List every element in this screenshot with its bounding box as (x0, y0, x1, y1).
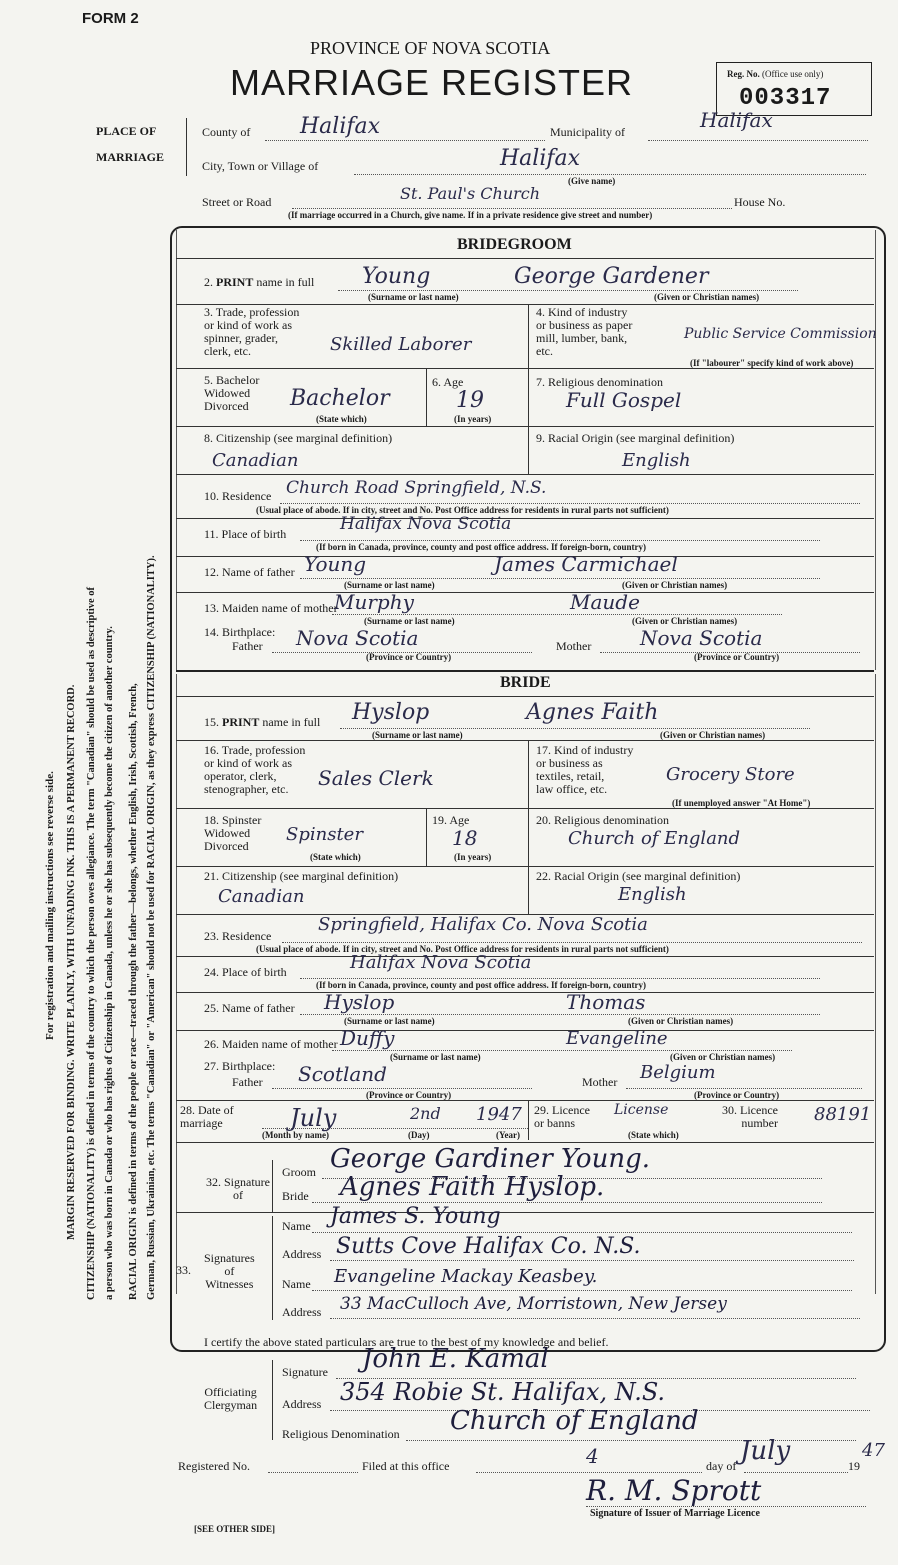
city-line (354, 174, 866, 175)
rule (528, 1100, 529, 1140)
municipality-line (648, 140, 868, 141)
in-years-note: (In years) (454, 852, 492, 862)
filed-day-line (476, 1472, 702, 1473)
rule (176, 740, 874, 741)
registered-no-label: Registered No. (178, 1459, 250, 1473)
groom-mother-label: 13. Maiden name of mother (204, 601, 338, 615)
state-which-note: (State which) (628, 1130, 679, 1140)
bride-father-given: Thomas (566, 990, 646, 1014)
year-note: (Year) (496, 1130, 520, 1140)
bride-name-label: 15. PRINT name in full (204, 715, 321, 729)
bride-birthplace-value: Halifax Nova Scotia (350, 952, 532, 973)
bride-father-bp-line (272, 1088, 532, 1089)
surname-note: (Surname or last name) (390, 1052, 481, 1062)
bride-mother-label: 26. Maiden name of mother (204, 1037, 338, 1051)
clergy-brace (272, 1360, 273, 1440)
see-other-side: [SEE OTHER SIDE] (194, 1524, 276, 1534)
licence-number-label: 30. Licence number (722, 1103, 778, 1130)
groom-birthplace-parents-label: 14. Birthplace: (204, 625, 276, 639)
month-note: (Month by name) (262, 1130, 329, 1140)
filed-day: 4 (586, 1444, 599, 1468)
groom-birthplace-line (300, 540, 820, 541)
bride-status-label: 18. Spinster Widowed Divorced (204, 813, 262, 853)
groom-industry-note: (If "labourer" specify kind of work above) (690, 358, 854, 368)
registered-no-line (268, 1472, 358, 1473)
w1-address-line (330, 1260, 854, 1261)
rule (176, 426, 874, 427)
bride-trade-label: 16. Trade, profession or kind of work as operator, clerk, stenographer, etc. (204, 743, 306, 796)
groom-name-line (338, 290, 798, 291)
rule (176, 992, 874, 993)
bride-mother-bp-line (626, 1088, 862, 1089)
w2-address-line (330, 1318, 860, 1319)
rule (176, 1142, 874, 1143)
bride-father-line (300, 1014, 820, 1015)
province-note: (Province or Country) (366, 1090, 452, 1100)
bride-mother-bp-label: Mother (582, 1075, 618, 1089)
street-note: (If marriage occurred in a Church, give name. If in a private residence give street and number) (288, 210, 653, 220)
municipality-value: Halifax (700, 108, 773, 132)
bride-mother-surname: Duffy (340, 1026, 395, 1050)
certify-text: I certify the above stated particulars are true to the best of my knowledge and belief. (204, 1335, 609, 1349)
filed-month-line (744, 1472, 848, 1473)
page-title: MARRIAGE REGISTER (230, 62, 634, 103)
rule (176, 696, 874, 697)
bride-citizenship-label: 21. Citizenship (see marginal definition) (204, 869, 399, 883)
clergy-address-label: Address (282, 1397, 322, 1411)
house-no-label: House No. (734, 195, 786, 209)
rule (528, 866, 529, 914)
province-heading: PROVINCE OF NOVA SCOTIA (310, 38, 551, 58)
marriage-month: July (290, 1104, 337, 1132)
groom-mother-line (332, 614, 782, 615)
groom-residence-line (280, 503, 860, 504)
filed-month: July (740, 1436, 791, 1466)
in-years-note: (In years) (454, 414, 492, 424)
groom-residence-label: 10. Residence (204, 489, 272, 503)
given-note: (Given or Christian names) (632, 616, 738, 626)
groom-father-given: James Carmichael (494, 552, 678, 576)
residence-note: (Usual place of abode. If in city, street and No. Post Office address for residents in rural parts not sufficient) (256, 505, 669, 515)
groom-industry-value: Public Service Commission (684, 326, 877, 342)
given-note: (Given or Christian names) (654, 292, 760, 302)
groom-racial-value: English (622, 450, 691, 471)
bride-heading: BRIDE (500, 674, 551, 691)
filed-label: Filed at this office (362, 1459, 450, 1473)
year-printed: 19 (848, 1459, 860, 1473)
licence-number-value: 88191 (814, 1104, 872, 1125)
groom-father-surname: Young (304, 552, 367, 576)
bride-mother-given: Evangeline (566, 1028, 668, 1049)
issuer-line (586, 1506, 866, 1507)
municipality-label: Municipality of (550, 125, 625, 139)
bride-age-label: 19. Age (432, 813, 470, 827)
bride-surname: Hyslop (352, 700, 430, 725)
street-line (292, 208, 732, 209)
w1-name-label: Name (282, 1219, 311, 1233)
bride-religion-value: Church of England (568, 828, 741, 849)
form-id: FORM 2 (82, 10, 139, 27)
year-handwritten: 47 (862, 1440, 885, 1461)
groom-father-bp-label: Father (232, 639, 263, 653)
street-value: St. Paul's Church (400, 184, 541, 203)
clergy-signature: John E. Kamal (362, 1344, 549, 1374)
groom-mother-bp-value: Nova Scotia (640, 626, 763, 650)
w2-address-label: Address (282, 1305, 322, 1319)
given-note: (Given or Christian names) (628, 1016, 734, 1026)
province-note: (Province or Country) (366, 652, 452, 662)
margin-racial-1: RACIAL ORIGIN is defined in terms of the people or race—traced through the father—belongs, whether English, Irish, Scottish, French, (128, 683, 139, 1300)
county-label: County of (202, 125, 251, 139)
groom-name-label: 2. PRINT name in full (204, 275, 315, 289)
day-note: (Day) (408, 1130, 430, 1140)
given-note: (Given or Christian names) (622, 580, 728, 590)
bride-industry-note: (If unemployed answer "At Home") (672, 798, 811, 808)
groom-given: George Gardener (514, 264, 709, 289)
groom-surname: Young (362, 264, 431, 289)
margin-instructions: For registration and mailing instructions see reverse side. (44, 771, 56, 1040)
bride-given: Agnes Faith (526, 700, 659, 725)
margin-racial-2: German, Russian, Ukrainian, etc. The terms "Canadian" or "American" should not be used for RACIAL ORIGIN, as they express CITIZENSHIP (NATIONALITY). (146, 555, 157, 1300)
officiating-clergyman-label: Officiating Clergyman (204, 1385, 258, 1412)
residence-note: (Usual place of abode. If in city, street and No. Post Office address for residents in rural parts not sufficient) (256, 944, 669, 954)
signature-of-label: 32. Signature of (206, 1175, 270, 1202)
bride-racial-label: 22. Racial Origin (see marginal definition) (536, 869, 741, 883)
place-brace (186, 118, 187, 176)
groom-status-label: 5. Bachelor Widowed Divorced (204, 373, 260, 413)
reg-no-value: 003317 (739, 85, 832, 112)
bride-signature: Agnes Faith Hyslop. (340, 1172, 605, 1202)
groom-residence-value: Church Road Springfield, N.S. (286, 478, 547, 498)
rule (528, 740, 529, 808)
state-which-note: (State which) (316, 414, 367, 424)
province-note: (Province or Country) (694, 1090, 780, 1100)
birthplace-note: (If born in Canada, province, county and post office address. If foreign-born, country) (316, 980, 647, 990)
bride-industry-label: 17. Kind of industry or business as textiles, retail, law office, etc. (536, 743, 634, 796)
rule (528, 304, 529, 368)
bride-mother-line (332, 1050, 792, 1051)
bride-status-value: Spinster (286, 824, 363, 845)
groom-mother-surname: Murphy (334, 590, 414, 614)
given-note: (Given or Christian names) (670, 1052, 776, 1062)
w2-name: Evangeline Mackay Keasbey. (334, 1266, 598, 1287)
rule (528, 368, 529, 426)
rule (176, 1212, 874, 1213)
rule (176, 518, 874, 519)
groom-sig-label: Groom (282, 1165, 316, 1179)
bridegroom-heading: BRIDEGROOM (457, 236, 572, 253)
rule (176, 368, 874, 369)
bride-father-surname: Hyslop (324, 990, 395, 1014)
groom-religion-label: 7. Religious denomination (536, 375, 663, 389)
bride-father-label: 25. Name of father (204, 1001, 295, 1015)
surname-note: (Surname or last name) (368, 292, 459, 302)
bride-religion-label: 20. Religious denomination (536, 813, 669, 827)
w1-address: Sutts Cove Halifax Co. N.S. (336, 1234, 641, 1259)
bride-father-bp-value: Scotland (298, 1062, 387, 1086)
bride-father-bp-label: Father (232, 1075, 263, 1089)
rule (176, 592, 874, 593)
rule (528, 808, 529, 866)
groom-birthplace-value: Halifax Nova Scotia (340, 514, 512, 534)
county-line (265, 140, 545, 141)
clergy-denom-label: Religious Denomination (282, 1427, 400, 1441)
city-label: City, Town or Village of (202, 159, 319, 173)
groom-citizenship-label: 8. Citizenship (see marginal definition) (204, 431, 393, 445)
witness-brace (272, 1216, 273, 1320)
state-which-note: (State which) (310, 852, 361, 862)
bride-citizenship-value: Canadian (218, 886, 305, 907)
groom-trade-label: 3. Trade, profession or kind of work as spinner, grader, clerk, etc. (204, 305, 300, 358)
marriage-label: MARRIAGE (96, 150, 164, 164)
groom-status-value: Bachelor (290, 386, 390, 411)
groom-father-label: 12. Name of father (204, 565, 295, 579)
licence-banns-value: License (614, 1102, 669, 1118)
rule (176, 866, 874, 867)
reg-no-label: Reg. No. (Office use only) (727, 69, 824, 79)
groom-signature: George Gardiner Young. (330, 1144, 650, 1174)
groom-religion-value: Full Gospel (566, 388, 682, 412)
margin-citizenship-1: CITIZENSHIP (NATIONALITY) is defined in terms of the country to which the person owes allegiance. The term "Canadian" should be used as descriptive of (86, 586, 97, 1300)
issuer-signature: R. M. Sprott (586, 1474, 762, 1507)
witnesses-number: 33. (176, 1263, 191, 1277)
bride-age-value: 18 (452, 826, 478, 850)
groom-father-bp-value: Nova Scotia (296, 626, 419, 650)
groom-mother-given: Maude (570, 590, 640, 614)
rule (176, 1030, 874, 1031)
rule (176, 1100, 874, 1101)
bride-birthplace-label: 24. Place of birth (204, 965, 287, 979)
groom-citizenship-value: Canadian (212, 450, 299, 471)
w1-name-line (312, 1232, 852, 1233)
groom-age-value: 19 (456, 388, 484, 413)
bride-residence-line (282, 942, 862, 943)
day-of-label: day of (706, 1459, 737, 1473)
margin-citizenship-2: a person who was born in Canada or who has rights of Citizenship in Canada, unless he or she has subsequently become the citizen of another country. (104, 626, 115, 1300)
licence-banns-label: 29. Licence or banns (534, 1103, 590, 1130)
marriage-year: 1947 (476, 1104, 522, 1125)
rule (176, 258, 874, 259)
give-name-note: (Give name) (568, 176, 616, 186)
rule (426, 368, 427, 426)
place-of-label: PLACE OF (96, 124, 157, 138)
county-value: Halifax (300, 114, 381, 139)
margin-binding-note: MARGIN RESERVED FOR BINDING. WRITE PLAINLY, WITH UNFADING INK. THIS IS A PERMANENT RECORD. (66, 684, 77, 1240)
birthplace-note: (If born in Canada, province, county and post office address. If foreign-born, country) (316, 542, 647, 552)
surname-note: (Surname or last name) (372, 730, 463, 740)
bride-residence-value: Springfield, Halifax Co. Nova Scotia (318, 914, 648, 935)
clergy-sig-label: Signature (282, 1365, 328, 1379)
rule (426, 808, 427, 866)
bride-residence-label: 23. Residence (204, 929, 272, 943)
given-note: (Given or Christian names) (660, 730, 766, 740)
groom-racial-label: 9. Racial Origin (see marginal definition) (536, 431, 735, 445)
w2-name-line (312, 1290, 852, 1291)
groom-age-label: 6. Age (432, 375, 464, 389)
bride-sig-line (312, 1202, 822, 1203)
marriage-day: 2nd (410, 1104, 441, 1123)
surname-note: (Surname or last name) (344, 580, 435, 590)
rule (176, 808, 874, 809)
clergy-denomination: Church of England (450, 1406, 699, 1436)
bride-name-line (340, 728, 810, 729)
bride-birthplace-line (300, 978, 820, 979)
rule (528, 426, 529, 474)
w2-name-label: Name (282, 1277, 311, 1291)
street-label: Street or Road (202, 195, 272, 209)
w2-address: 33 MacCulloch Ave, Morristown, New Jersey (340, 1294, 727, 1314)
bride-industry-value: Grocery Store (666, 764, 795, 785)
bride-sig-label: Bride (282, 1189, 309, 1203)
issuer-label: Signature of Issuer of Marriage Licence (590, 1508, 760, 1519)
groom-birthplace-label: 11. Place of birth (204, 527, 287, 541)
groom-trade-value: Skilled Laborer (330, 334, 472, 355)
bride-birthplace-parents-label: 27. Birthplace: (204, 1059, 276, 1073)
groom-industry-label: 4. Kind of industry or business as paper mill, lumber, bank, etc. (536, 305, 633, 358)
bride-racial-value: English (618, 884, 687, 905)
province-note: (Province or Country) (694, 652, 780, 662)
witnesses-label: Signatures of Witnesses (204, 1251, 255, 1291)
rule (176, 474, 874, 475)
w1-address-label: Address (282, 1247, 322, 1261)
w1-name: James S. Young (330, 1204, 501, 1229)
city-value: Halifax (500, 146, 581, 171)
groom-father-line (300, 578, 820, 579)
surname-note: (Surname or last name) (364, 616, 455, 626)
bride-trade-value: Sales Clerk (318, 766, 434, 790)
surname-note: (Surname or last name) (344, 1016, 435, 1026)
signature-brace (272, 1160, 273, 1212)
bride-mother-bp-value: Belgium (640, 1062, 716, 1083)
groom-mother-bp-label: Mother (556, 639, 592, 653)
clergy-address: 354 Robie St. Halifax, N.S. (340, 1378, 666, 1406)
rule (176, 670, 874, 672)
date-of-marriage-label: 28. Date of marriage (180, 1103, 234, 1130)
